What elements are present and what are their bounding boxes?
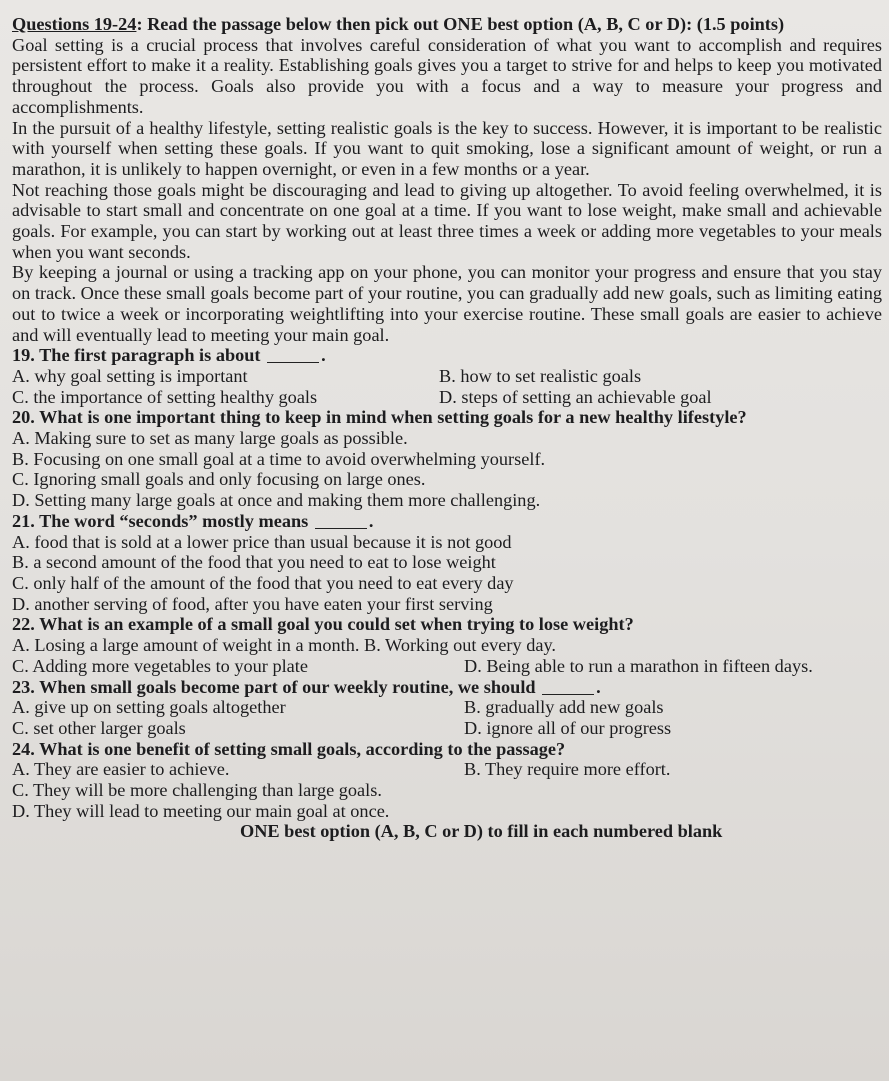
question-19-stem bbox=[12, 345, 882, 366]
option-b: B. a second amount of the food that you need to eat to lose weight bbox=[12, 552, 496, 573]
option-b: B. Working out every day. bbox=[364, 635, 557, 656]
question-21-options bbox=[12, 532, 882, 615]
question-24-options-row-1 bbox=[12, 759, 882, 780]
option-c: C. set other larger goals bbox=[12, 717, 186, 738]
option-c: C. Adding more vegetables to your plate bbox=[12, 655, 308, 676]
question-23-stem bbox=[12, 677, 882, 698]
passage-paragraph-2: In the pursuit of a healthy lifestyle, setting realistic goals is the key to success. However, it is important to be realistic with yourself when setting these goals. If you want to quit smoking, lose a significant amount of weight, or run a marathon, it is unlikely to happen overnight, or even in a few months or a year. bbox=[12, 117, 882, 179]
option-b: B. how to set realistic goals bbox=[439, 365, 642, 386]
question-24 bbox=[12, 739, 882, 822]
question-22-options-row-1 bbox=[12, 635, 882, 656]
answer-blank bbox=[315, 528, 367, 529]
question-24-stem: 24. What is one benefit of setting small goals, according to the passage? bbox=[12, 738, 566, 759]
question-23-tail: . bbox=[596, 676, 601, 697]
question-20-stem: 20. What is one important thing to keep in mind when setting goals for a new healthy lifestyle? bbox=[12, 407, 747, 428]
option-d: D. steps of setting an achievable goal bbox=[439, 386, 712, 407]
question-23-options bbox=[12, 697, 882, 738]
reading-passage bbox=[12, 35, 882, 346]
question-23-text: 23. When small goals become part of our weekly routine, we should bbox=[12, 676, 536, 697]
option-b: B. They require more effort. bbox=[464, 759, 671, 780]
section-heading-label: Questions 19-24 bbox=[12, 14, 137, 34]
option-a: A. food that is sold at a lower price than usual because it is not good bbox=[12, 531, 512, 552]
option-d: D. another serving of food, after you have eaten your first serving bbox=[12, 593, 493, 614]
option-d: D. ignore all of our progress bbox=[464, 717, 672, 738]
passage-paragraph-1: Goal setting is a crucial process that involves careful consideration of what you want to accomplish and requires persistent effort to make it a reality. Establishing goals gives you a target to strive for and helps to keep you motivated throughout the process. Goals also provide you with a focus and a way to measure your progress and accomplishments. bbox=[12, 34, 882, 117]
option-a: A. give up on setting goals altogether bbox=[12, 697, 286, 718]
option-c: C. only half of the amount of the food that you need to eat every day bbox=[12, 572, 514, 593]
passage-paragraph-4: By keeping a journal or using a tracking app on your phone, you can monitor your progress and ensure that you stay on track. Once these small goals become part of your routine, you can gradually add new goals, such as limiting eating out to twice a week or incorporating weightlifting into your exercise routine. These small goals are easier to achieve and will eventually lead to meeting your main goal. bbox=[12, 262, 882, 345]
question-20 bbox=[12, 407, 882, 511]
passage-paragraph-3: Not reaching those goals might be discouraging and lead to giving up altogether. To avoid feeling overwhelmed, it is advisable to start small and concentrate on one goal at a time. If you want to lose weight, make small and achievable goals. For example, you can start by working out at least three times a week or adding more vegetables to your meals when you want seconds. bbox=[12, 179, 882, 262]
section-heading bbox=[12, 14, 882, 35]
option-b: B. gradually add new goals bbox=[464, 697, 664, 718]
question-19-text: 19. The first paragraph is about bbox=[12, 345, 261, 366]
next-section-heading bbox=[12, 821, 882, 841]
option-a: A. Losing a large amount of weight in a month. bbox=[12, 635, 360, 656]
question-23 bbox=[12, 677, 882, 739]
section-heading-instructions: : Read the passage below then pick out ONE best option (A, B, C or D): (1.5 points) bbox=[136, 14, 785, 34]
question-22 bbox=[12, 614, 882, 676]
option-b: B. Focusing on one small goal at a time to avoid overwhelming yourself. bbox=[12, 448, 546, 469]
question-19-tail: . bbox=[321, 345, 326, 366]
option-a: A. why goal setting is important bbox=[12, 365, 248, 386]
option-a: A. Making sure to set as many large goals as possible. bbox=[12, 428, 408, 449]
option-d: D. Being able to run a marathon in fifteen days. bbox=[464, 655, 813, 676]
question-22-options-row-2 bbox=[12, 656, 882, 677]
next-section-text: ONE best option (A, B, C or D) to fill in each numbered blank bbox=[240, 821, 723, 842]
option-c: C. Ignoring small goals and only focusing on large ones. bbox=[12, 469, 426, 490]
question-22-stem: 22. What is an example of a small goal you could set when trying to lose weight? bbox=[12, 614, 634, 635]
question-20-options bbox=[12, 428, 882, 511]
question-21-stem bbox=[12, 511, 882, 532]
option-a: A. They are easier to achieve. bbox=[12, 759, 230, 780]
option-d: D. Setting many large goals at once and making them more challenging. bbox=[12, 490, 541, 511]
worksheet-content bbox=[12, 14, 882, 841]
option-d: D. They will lead to meeting our main goal at once. bbox=[12, 800, 390, 821]
option-c: C. They will be more challenging than large goals. bbox=[12, 780, 382, 801]
question-21 bbox=[12, 511, 882, 615]
answer-blank bbox=[267, 362, 319, 363]
question-19-options bbox=[12, 366, 882, 407]
question-22-options bbox=[12, 635, 882, 676]
question-21-tail: . bbox=[368, 510, 374, 531]
option-c: C. the importance of setting healthy goals bbox=[12, 386, 318, 407]
question-19 bbox=[12, 345, 882, 407]
question-21-text: 21. The word “seconds” mostly means bbox=[12, 510, 309, 531]
answer-blank bbox=[542, 694, 594, 695]
